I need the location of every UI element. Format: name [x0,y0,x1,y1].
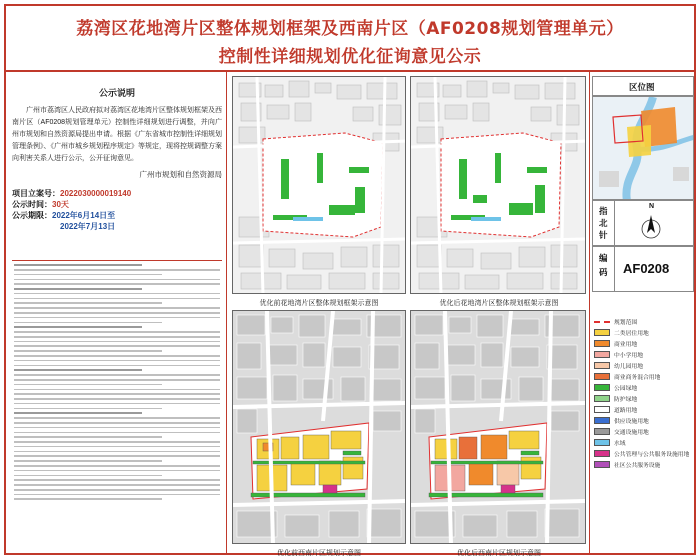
legend-list [594,316,692,470]
detail-line [14,393,220,395]
legend-swatch [594,439,610,446]
detail-line [14,317,220,319]
poster-frame [4,4,696,555]
detail-line [14,479,220,481]
legend-swatch [594,362,610,369]
detail-line [14,412,142,414]
location-header [592,76,694,96]
detail-line [14,326,142,328]
legend [594,316,692,470]
column-divider [226,72,227,553]
caption-before-southwest: 优化前西南片区规划示意图 [277,550,361,557]
north-arrow-icon [641,213,661,243]
map-panel-after-southwest [410,310,586,544]
range-start: 2022年6月14日至 [52,211,116,220]
legend-item [594,371,692,382]
header [6,6,694,70]
caption-before-overall: 优化前花地湾片区整体规划框架示意图 [259,300,379,307]
detail-line [14,307,220,309]
title-line-2: 控制性详细规划优化征询意见公示 [218,47,482,67]
detail-line [14,465,220,467]
legend-swatch [594,461,610,468]
legend-swatch [594,384,610,391]
detail-line [14,341,220,343]
map-panel-before-southwest [232,310,406,544]
legend-item [594,360,692,371]
caption-after-southwest: 优化后西南片区规划示意图 [457,550,541,557]
map-panel-after-overall [410,76,586,294]
detail-line [14,403,220,405]
legend-label: 供应设施用地 [614,419,649,425]
detail-line [14,274,162,276]
detail-line [14,432,220,434]
detail-line [14,355,220,357]
detail-line [14,365,220,367]
legend-label: 公园绿地 [614,386,638,392]
legend-label: 社区公共服务设施 [614,463,661,469]
location-map [592,96,694,200]
detail-line [14,427,220,429]
column-divider [589,72,590,553]
legend-swatch [594,321,610,323]
detail-line [14,312,220,314]
range-end: 2022年7月13日 [60,222,116,231]
legend-swatch [594,340,610,347]
detail-line [14,470,220,472]
legend-swatch [594,406,610,413]
code-box [592,246,694,292]
north-box [592,200,694,246]
north-label-cell [593,201,615,245]
header-divider [6,70,694,72]
detail-line [14,389,220,391]
legend-item [594,404,692,415]
detail-line [14,460,162,462]
detail-line [14,446,220,448]
detail-line [14,384,162,386]
notice-heading: 公示说明 [98,88,135,98]
detail-line [14,322,162,324]
detail-line [14,408,162,410]
project-label: 项目立案号： [12,189,60,198]
detail-line [14,455,220,457]
code-label-cell [593,247,615,291]
notice-column [12,80,222,550]
legend-item [594,459,692,470]
legend-label: 防护绿地 [614,397,638,403]
legend-item [594,327,692,338]
detail-line [14,302,162,304]
detail-line [14,350,162,352]
detail-line [14,288,142,290]
legend-item [594,415,692,426]
legend-swatch [594,351,610,358]
detail-line [14,417,220,419]
detail-line [14,379,220,381]
detail-line [14,374,220,376]
legend-label: 二类居住用地 [614,331,649,337]
project-value: 2022030000019140 [60,189,132,198]
detail-line [14,331,220,333]
detail-line [14,360,220,362]
range-label: 公示期限： [12,211,52,220]
legend-label: 交通设施用地 [614,430,649,436]
legend-swatch [594,450,610,457]
legend-item [594,382,692,393]
detail-line [14,279,220,281]
period-value: 30天 [52,200,69,209]
detail-line [14,398,220,400]
legend-label: 水域 [614,441,626,447]
legend-item [594,316,692,327]
range-end-row [12,221,222,232]
detail-line [14,489,220,491]
range-row [12,210,222,221]
legend-label: 幼儿园用地 [614,364,643,370]
detail-line [14,345,220,347]
north-letter: N [649,203,655,210]
right-column [592,76,694,552]
legend-swatch [594,373,610,380]
code-label: 编码 [599,253,608,277]
detail-line [14,336,220,338]
legend-item [594,448,692,459]
period-label: 公示时间： [12,200,52,209]
legend-swatch [594,395,610,402]
meta-block [12,188,222,232]
detail-line [14,436,162,438]
detail-text-block [12,260,222,550]
detail-line [14,498,162,500]
legend-item [594,437,692,448]
location-label: 区位图 [629,82,655,92]
north-label: 指北针 [599,206,608,240]
detail-line [14,264,142,266]
legend-label: 商业商务混合用地 [614,375,661,381]
detail-line [14,494,220,496]
map-panel-before-overall [232,76,406,294]
detail-line [14,475,162,477]
detail-line [14,451,220,453]
detail-line [14,369,142,371]
legend-label: 道路用地 [614,408,638,414]
caption-after-overall: 优化后花地湾片区整体规划框架示意图 [439,300,559,307]
legend-label: 商业用地 [614,342,638,348]
detail-line [14,283,220,285]
notice-body: 广州市荔湾区人民政府拟对荔湾区花地湾片区整体规划框架及西南片区（AF0208规划管理单元）控制性详细规划进行调整，并向广州市规划和自然资源局提出申请。根据《广东省城市控制性详细规划管理条例》、《广州市城乡规划程序规定》等规定，现将控规调整方案向利害关系人进行公示，公开征询意见。 [12,107,222,162]
legend-item [594,349,692,360]
legend-label: 中小学用地 [614,353,643,359]
legend-item [594,338,692,349]
detail-line [14,422,220,424]
legend-swatch [594,329,610,336]
detail-line [14,269,220,271]
notice-signature: 广州市规划和自然资源局 [139,170,222,179]
detail-line [14,298,220,300]
period-row [12,199,222,210]
legend-swatch [594,417,610,424]
code-value: AF0208 [623,261,670,276]
legend-label: 规划范围 [614,320,638,326]
detail-line [14,293,220,295]
detail-line [14,484,220,486]
project-row [12,188,222,199]
title-line-1: 荔湾区花地湾片区整体规划框架及西南片区（AF0208规划管理单元） [76,19,624,39]
legend-item [594,426,692,437]
legend-swatch [594,428,610,435]
legend-item [594,393,692,404]
legend-label: 公共管理与公共服务设施用地 [614,452,690,458]
detail-line [14,441,220,443]
